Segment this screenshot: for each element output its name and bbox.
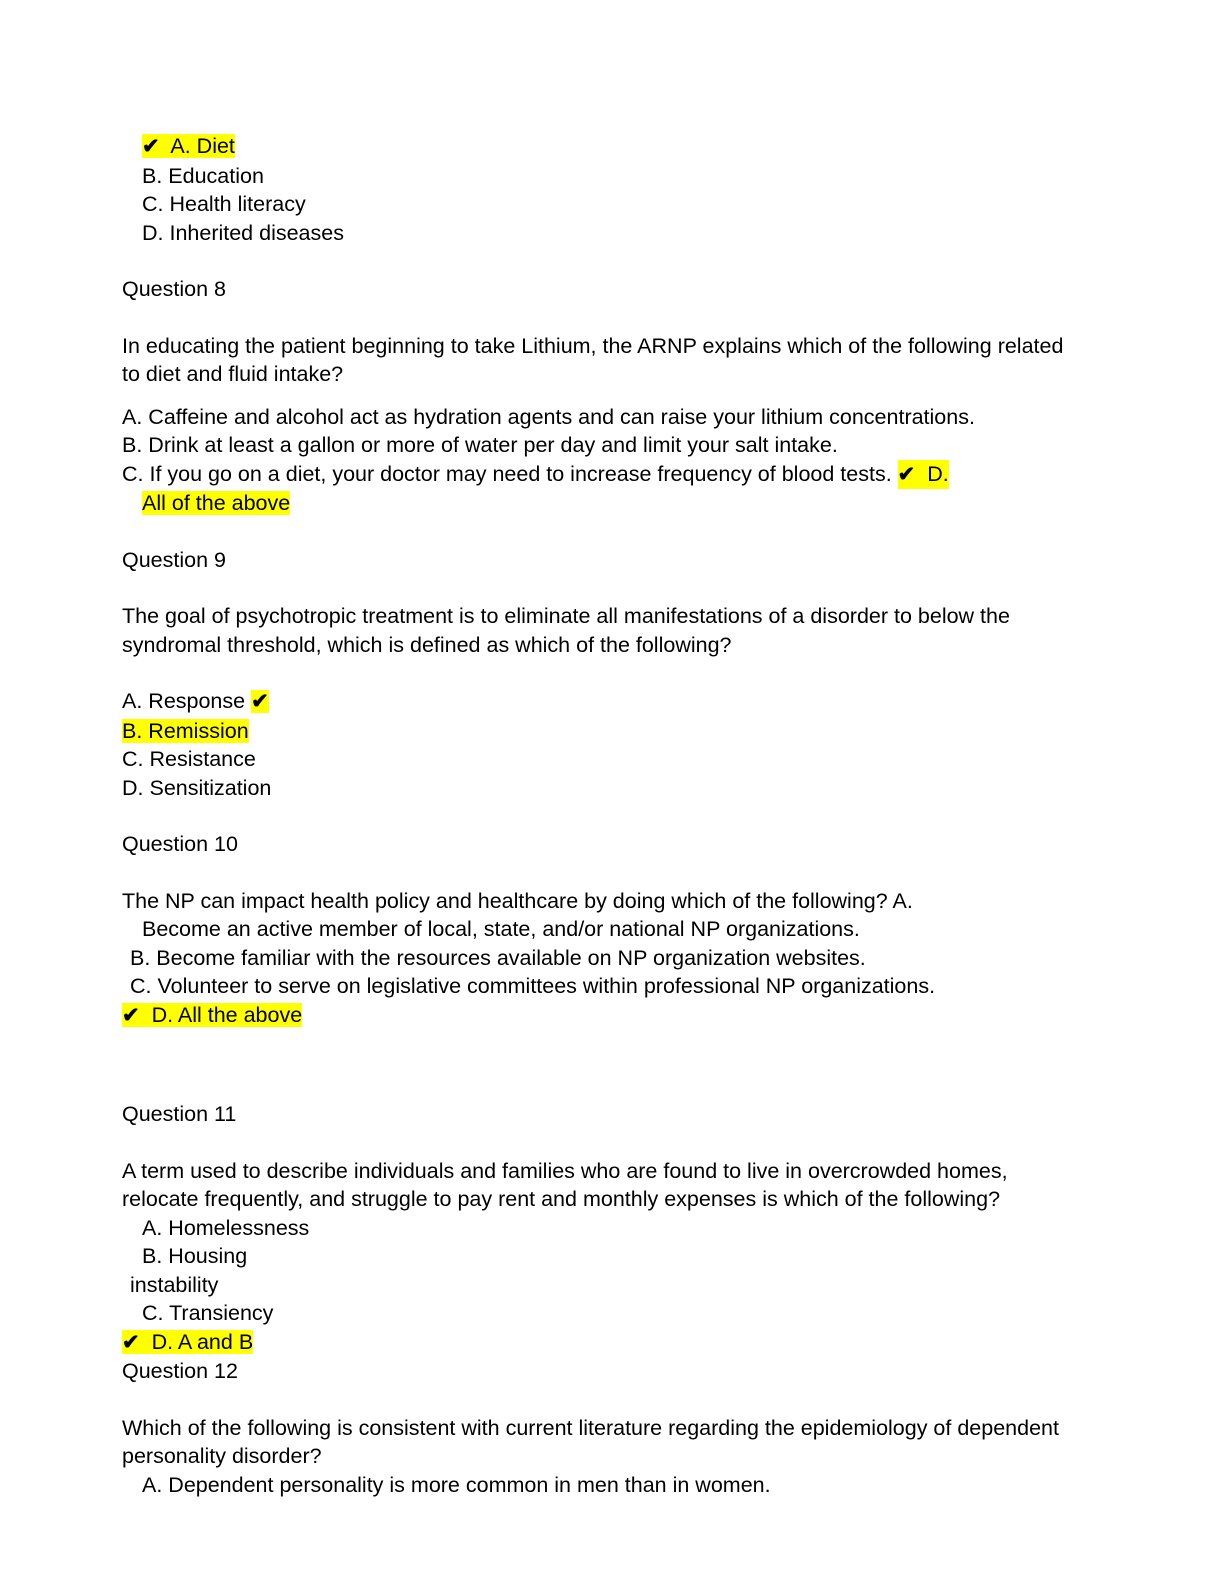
- option-row: [122, 1328, 1082, 1358]
- question-stem: The NP can impact health policy and healthcare by doing which of the following? A.: [122, 888, 913, 913]
- check-icon: ✔: [251, 690, 269, 713]
- question-7-options: [122, 132, 1082, 247]
- document-content: [122, 132, 1082, 1499]
- option-row: [122, 1271, 1082, 1300]
- option-d-highlight: [898, 460, 949, 490]
- question-stem: A term used to describe individuals and families who are found to live in overcrowded homes, relocate frequently, and struggle to pay rent and monthly expenses is which of the following?: [122, 1158, 1014, 1211]
- option-label: D. Sensitization: [122, 775, 272, 800]
- option-label: C. If you go on a diet, your doctor may need to increase frequency of blood tests.: [122, 461, 892, 486]
- option-label: D.: [927, 461, 949, 486]
- check-icon: ✔: [122, 1003, 140, 1027]
- option-row: [122, 915, 1082, 944]
- option-label: C. Resistance: [122, 747, 256, 771]
- question-stem: Which of the following is consistent with current literature regarding the epidemiology of dependent personality disorder?: [122, 1415, 1065, 1468]
- option-row: [122, 1299, 1082, 1328]
- option-label: A. Response: [122, 689, 246, 713]
- option-row: [122, 403, 1082, 432]
- option-label: B. Education: [142, 163, 264, 188]
- check-icon: ✔: [897, 462, 916, 486]
- question-9: [122, 546, 1082, 803]
- question-10: [122, 830, 1082, 1030]
- option-label: A. Caffeine and alcohol act as hydration agents and can raise your lithium concentrations.: [122, 404, 975, 429]
- option-label: D. A and B: [151, 1329, 254, 1354]
- question-8: [122, 275, 1082, 518]
- question-stem: The goal of psychotropic treatment is to eliminate all manifestations of a disorder to below the syndromal threshold, which is defined as which of the following?: [122, 604, 1016, 657]
- option-row: [122, 489, 1082, 518]
- option-label: D. Inherited diseases: [142, 220, 344, 245]
- check-icon: ✔: [122, 1330, 140, 1354]
- option-label: B. Housing: [142, 1244, 248, 1268]
- option-row: [122, 774, 1082, 803]
- option-a-highlight: [142, 134, 235, 158]
- option-row: [122, 190, 1082, 219]
- option-label: C. Transiency: [142, 1301, 274, 1325]
- option-label: Become an active member of local, state, and/or national NP organizations.: [142, 917, 860, 941]
- option-row: [122, 687, 1082, 717]
- question-11: [122, 1100, 1082, 1357]
- check-icon: ✔: [142, 135, 160, 158]
- option-row: [122, 944, 1082, 973]
- option-label: A. Homelessness: [142, 1215, 310, 1240]
- option-row: [122, 1471, 1082, 1500]
- option-d-highlight: [122, 1330, 253, 1354]
- option-label: C. Volunteer to serve on legislative committees within professional NP organizations.: [130, 974, 936, 998]
- question-label: Question 10: [122, 832, 238, 856]
- option-label: D. All the above: [151, 1002, 303, 1027]
- option-label: B. Drink at least a gallon or more of water per day and limit your salt intake.: [122, 433, 838, 457]
- question-label: Question 12: [122, 1359, 238, 1383]
- question-stem: In educating the patient beginning to take Lithium, the ARNP explains which of the following related to diet and fluid intake?: [122, 333, 1070, 386]
- option-row: [122, 745, 1082, 774]
- question-label: Question 9: [122, 547, 226, 572]
- option-row: [122, 132, 1082, 162]
- option-row: [122, 219, 1082, 248]
- option-b-highlight: B. Remission: [122, 718, 249, 743]
- option-label: A. Dependent personality is more common in men than in women.: [142, 1472, 771, 1497]
- option-d-highlight: [122, 1003, 302, 1027]
- option-row: [122, 431, 1082, 460]
- option-label: C. Health literacy: [142, 192, 306, 216]
- option-label: A. Diet: [170, 134, 235, 158]
- option-row: [122, 460, 1082, 490]
- option-d-text-highlight: All of the above: [142, 491, 291, 515]
- option-row: [122, 717, 1082, 746]
- option-row: [122, 972, 1082, 1001]
- option-label: instability: [130, 1272, 219, 1297]
- option-row: [122, 1214, 1082, 1243]
- option-row: [122, 1242, 1082, 1271]
- option-row: [122, 162, 1082, 191]
- question-12: [122, 1357, 1082, 1499]
- option-label: B. Become familiar with the resources available on NP organization websites.: [130, 945, 866, 970]
- option-row: [122, 1001, 1082, 1031]
- question-label: Question 8: [122, 277, 226, 301]
- question-label: Question 11: [122, 1102, 237, 1126]
